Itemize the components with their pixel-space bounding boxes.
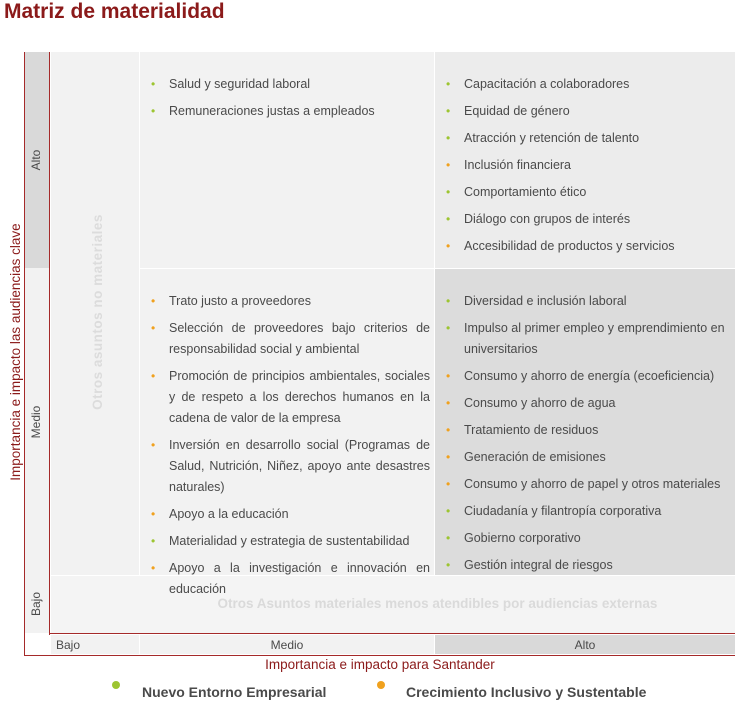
list-item — [147, 291, 430, 312]
list-item — [442, 528, 734, 549]
orange-bullet-icon: • — [446, 450, 451, 464]
green-bullet-icon: • — [446, 104, 451, 118]
list-item-text: Diversidad e inclusión laboral — [464, 294, 627, 308]
x-axis-line — [24, 655, 735, 656]
list-item-text: Inversión en desarrollo social (Programas de Salud, Nutrición, Niñez, apoyo ante desastres naturales) — [169, 438, 430, 494]
list-item — [147, 366, 430, 429]
list-item-text: Materialidad y estrategia de sustentabilidad — [169, 534, 410, 548]
list-item-text: Inclusión financiera — [464, 158, 572, 172]
list-item — [442, 74, 732, 95]
list-item — [442, 447, 734, 468]
list-item-text: Consumo y ahorro de energía (ecoeficiencia) — [464, 369, 715, 383]
list-item — [442, 236, 732, 257]
list-item-text: Diálogo con grupos de interés — [464, 212, 631, 226]
green-bullet-icon: • — [446, 185, 451, 199]
watermark-other-less-attended: Otros Asuntos materiales menos atendibles por audiencias externas — [217, 596, 658, 611]
green-bullet-icon: • — [151, 104, 156, 118]
green-bullet-icon: • — [151, 534, 156, 548]
list-item-text: Comportamiento ético — [464, 185, 587, 199]
page-title: Matriz de materialidad — [4, 0, 225, 23]
list-item-text: Tratamiento de residuos — [464, 423, 599, 437]
list-item — [442, 420, 734, 441]
list-item-text: Apoyo a la educación — [169, 507, 289, 521]
list-item — [442, 209, 732, 230]
list-item — [147, 531, 430, 552]
col-label-low: Bajo — [55, 638, 81, 652]
list-high-high — [442, 74, 732, 263]
list-item-text: Salud y seguridad laboral — [169, 77, 311, 91]
list-item — [442, 101, 732, 122]
col-label-high: Alto — [574, 638, 596, 652]
list-item — [147, 318, 430, 360]
list-item-text: Atracción y retención de talento — [464, 131, 640, 145]
list-item-text: Capacitación a colaboradores — [464, 77, 630, 91]
green-bullet-icon: • — [446, 531, 451, 545]
list-item — [442, 501, 734, 522]
list-item-text: Generación de emisiones — [464, 450, 606, 464]
orange-bullet-icon: • — [446, 423, 451, 437]
list-item — [147, 558, 430, 600]
legend-green-label: Nuevo Entorno Empresarial — [142, 684, 327, 700]
list-high-medium — [147, 74, 430, 128]
list-item — [147, 101, 430, 122]
list-item — [442, 366, 734, 387]
green-bullet-icon: • — [446, 212, 451, 226]
orange-bullet-icon: • — [446, 477, 451, 491]
legend-orange-dot — [377, 681, 385, 689]
green-bullet-icon: • — [446, 131, 451, 145]
list-item — [442, 291, 734, 312]
row-label-medium: Medio — [29, 405, 43, 439]
orange-bullet-icon: • — [446, 369, 451, 383]
orange-bullet-icon: • — [151, 438, 156, 452]
list-item-text: Gobierno corporativo — [464, 531, 581, 545]
orange-bullet-icon: • — [446, 239, 451, 253]
list-item-text: Impulso al primer empleo y emprendimiento en universitarios — [464, 321, 725, 356]
col-label-medium: Medio — [270, 638, 304, 652]
green-bullet-icon: • — [446, 294, 451, 308]
list-item-text: Accesibilidad de productos y servicios — [464, 239, 675, 253]
list-item — [442, 555, 734, 576]
list-item — [147, 435, 430, 498]
list-item — [442, 128, 732, 149]
green-bullet-icon: • — [446, 558, 451, 572]
list-item — [147, 504, 430, 525]
orange-bullet-icon: • — [446, 396, 451, 410]
list-medium-medium — [147, 291, 430, 606]
inner-axis-vertical — [49, 52, 50, 635]
legend-orange-label: Crecimiento Inclusivo y Sustentable — [406, 684, 647, 700]
orange-bullet-icon: • — [151, 294, 156, 308]
green-bullet-icon: • — [446, 77, 451, 91]
list-item-text: Equidad de género — [464, 104, 570, 118]
green-bullet-icon: • — [446, 504, 451, 518]
list-item-text: Gestión integral de riesgos — [464, 558, 613, 572]
list-item — [147, 74, 430, 95]
orange-bullet-icon: • — [151, 321, 156, 335]
orange-bullet-icon: • — [151, 369, 156, 383]
list-item-text: Selección de proveedores bajo criterios de responsabilidad social y ambiental — [169, 321, 430, 356]
list-medium-high — [442, 291, 734, 582]
row-label-low: Bajo — [29, 591, 43, 617]
list-item — [442, 318, 734, 360]
row-label-high: Alto — [29, 149, 43, 171]
y-axis-label: Importancia e impacto las audiencias clave — [8, 223, 23, 481]
green-bullet-icon: • — [151, 77, 156, 91]
orange-bullet-icon: • — [446, 158, 451, 172]
orange-bullet-icon: • — [151, 561, 156, 575]
list-item — [442, 474, 734, 495]
legend-green-dot — [112, 681, 120, 689]
green-bullet-icon: • — [446, 321, 451, 335]
list-item-text: Consumo y ahorro de agua — [464, 396, 616, 410]
inner-axis-horizontal — [49, 633, 735, 634]
list-item-text: Remuneraciones justas a empleados — [169, 104, 375, 118]
list-item-text: Promoción de principios ambientales, sociales y de respeto a los derechos humanos en la cadena de valor de la empresa — [169, 369, 430, 425]
list-item — [442, 393, 734, 414]
list-item — [442, 182, 732, 203]
x-axis-label: Importancia e impacto para Santander — [265, 657, 495, 672]
list-item-text: Apoyo a la investigación e innovación en educación — [169, 561, 430, 596]
list-item-text: Ciudadanía y filantropía corporativa — [464, 504, 662, 518]
watermark-other-non-material: Otros asuntos no materiales — [90, 214, 105, 410]
list-item-text: Trato justo a proveedores — [169, 294, 311, 308]
list-item-text: Consumo y ahorro de papel y otros materiales — [464, 477, 721, 491]
orange-bullet-icon: • — [151, 507, 156, 521]
list-item — [442, 155, 732, 176]
